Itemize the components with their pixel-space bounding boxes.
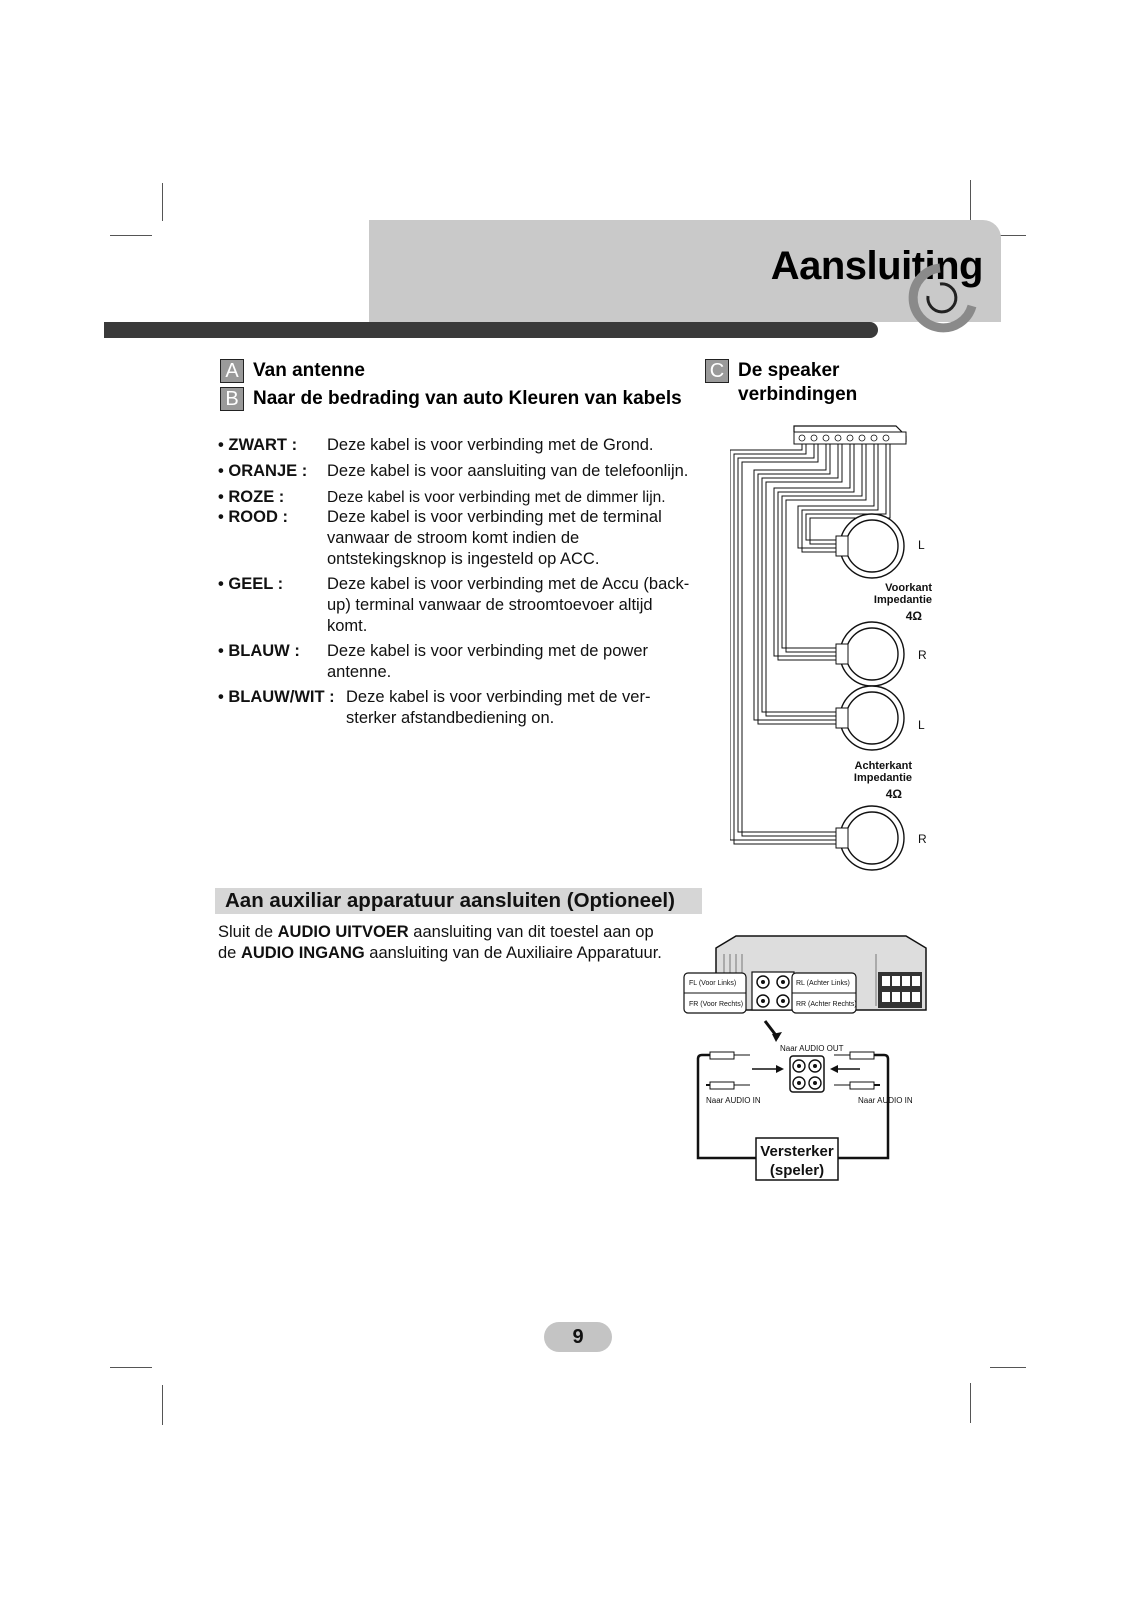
wire-item bbox=[218, 487, 708, 509]
wire-name: • ROZE : bbox=[218, 488, 285, 506]
wire-item bbox=[218, 435, 708, 457]
speaker-label-front-r: R bbox=[918, 648, 927, 662]
header-bar bbox=[104, 322, 878, 338]
front-label: Voorkant bbox=[885, 582, 932, 594]
front-ohm-label: 4Ω bbox=[905, 609, 922, 623]
aux-text-part: aansluiting van de Auxiliaire Apparatuur. bbox=[364, 944, 662, 962]
aux-label-fl: FL (Voor Links) bbox=[689, 980, 737, 987]
wire-description: Deze kabel is voor verbinding met de power antenne. bbox=[327, 642, 649, 681]
aux-section-title: Aan auxiliar apparatuur aansluiten (Optioneel) bbox=[215, 888, 702, 914]
wire-name: • ROOD : bbox=[218, 508, 288, 526]
crop-mark bbox=[110, 235, 152, 236]
section-letter-b: B bbox=[220, 387, 244, 411]
speaker-label-front-impedance bbox=[860, 582, 932, 622]
crop-mark bbox=[970, 1383, 971, 1423]
section-c-title-line2: verbindingen bbox=[738, 384, 858, 405]
amplifier-line2: (speler) bbox=[769, 1162, 825, 1179]
amplifier-label bbox=[756, 1142, 838, 1180]
wire-description: Deze kabel is voor verbinding met de terminal vanwaar de stroom komt indien de ontstekingsknop is ingesteld op ACC. bbox=[327, 508, 662, 568]
wire-item bbox=[218, 461, 708, 483]
wire-name: • BLAUW/WIT : bbox=[218, 688, 335, 706]
crop-mark bbox=[990, 1367, 1026, 1368]
speaker-label-front-l: L bbox=[918, 538, 925, 552]
wire-item bbox=[218, 574, 708, 640]
aux-text-part: Sluit de bbox=[218, 923, 278, 941]
wire-name: • ZWART : bbox=[218, 436, 298, 454]
front-impedance-label: Impedantie bbox=[873, 594, 932, 606]
section-c-title-line1: De speaker bbox=[738, 360, 840, 381]
aux-label-rl: RL (Achter Links) bbox=[796, 980, 850, 987]
wire-description: Deze kabel is voor verbinding met de Accu (back-up) terminal vanwaar de stroomtoevoer altijd komt. bbox=[327, 575, 690, 635]
aux-label-audio-in-right: Naar AUDIO IN bbox=[858, 1096, 913, 1105]
aux-description bbox=[218, 922, 668, 964]
aux-text-part: aansluiting van dit toestel aan op de bbox=[218, 923, 654, 962]
aux-label-audio-in-left: Naar AUDIO IN bbox=[706, 1096, 761, 1105]
wire-name: • BLAUW : bbox=[218, 642, 300, 660]
crop-mark bbox=[970, 180, 971, 220]
aux-label-fr: FR (Voor Rechts) bbox=[689, 1001, 744, 1008]
rear-label: Achterkant bbox=[854, 760, 912, 772]
section-letter-a: A bbox=[220, 359, 244, 383]
wire-item bbox=[218, 687, 708, 731]
section-a-title: Van antenne bbox=[253, 360, 365, 381]
speaker-label-rear-r: R bbox=[918, 832, 927, 846]
section-letter-c: C bbox=[705, 359, 729, 383]
wire-name: • GEEL : bbox=[218, 575, 284, 593]
aux-label-rr: RR (Achter Rechts) bbox=[796, 1001, 857, 1008]
page-number: 9 bbox=[544, 1322, 612, 1352]
crop-mark bbox=[162, 183, 163, 221]
section-b-title: Naar de bedrading van auto Kleuren van kabels bbox=[253, 388, 682, 409]
wire-description: Deze kabel is voor aansluiting van de telefoonlijn. bbox=[327, 462, 689, 480]
wire-description: Deze kabel is voor verbinding met de Grond. bbox=[327, 436, 654, 454]
aux-bold-audio-in: AUDIO INGANG bbox=[240, 944, 365, 962]
aux-label-audio-out: Naar AUDIO OUT bbox=[780, 1044, 844, 1053]
aux-bold-audio-out: AUDIO UITVOER bbox=[277, 923, 409, 941]
wire-description: Deze kabel is voor verbinding met de ver-sterker afstandbediening on. bbox=[346, 688, 651, 727]
swirl-logo-icon bbox=[880, 240, 1000, 360]
wire-item bbox=[218, 641, 708, 685]
amplifier-line1: Versterker bbox=[760, 1143, 834, 1160]
rear-impedance-label: Impedantie bbox=[853, 772, 912, 784]
speaker-label-rear-impedance bbox=[840, 760, 912, 800]
wire-description: Deze kabel is voor verbinding met de dimmer lijn. bbox=[327, 489, 666, 506]
speaker-label-rear-l: L bbox=[918, 718, 925, 732]
page-title: Aansluiting bbox=[770, 244, 983, 288]
crop-mark bbox=[162, 1385, 163, 1425]
rear-ohm-label: 4Ω bbox=[885, 787, 902, 801]
crop-mark bbox=[110, 1367, 152, 1368]
wire-item bbox=[218, 507, 708, 573]
speaker-connection-diagram bbox=[730, 420, 950, 880]
wire-name: • ORANJE : bbox=[218, 462, 308, 480]
